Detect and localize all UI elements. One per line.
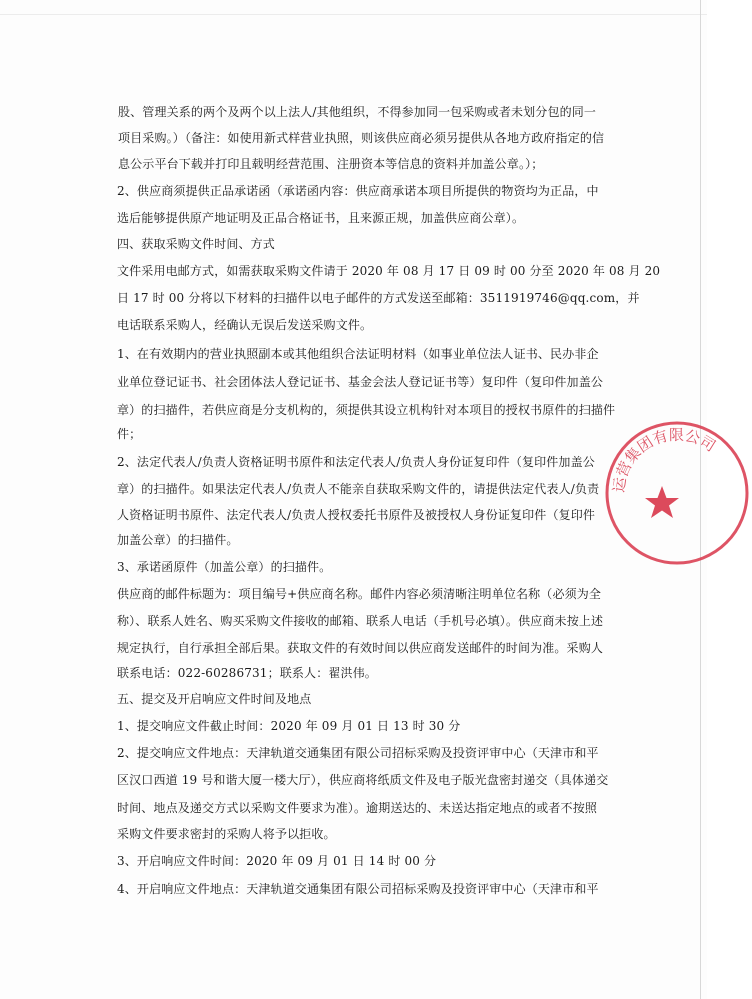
text-line: 章）的扫描件，若供应商是分支机构的，须提供其设立机构针对本项目的授权书原件的扫描件 [117,403,616,417]
text-line: 业单位登记证书、社会团体法人登记证书、基金会法人登记证书等）复印件（复印件加盖公 [117,375,604,389]
text-line: 选后能够提供原产地证明及正品合格证书，且来源正规，加盖供应商公章）。 [117,211,525,225]
text-line: 件； [117,427,142,441]
text-line: 项目采购。）（备注：如使用新式样营业执照，则该供应商必须另提供从各地方政府指定的信 [118,131,605,145]
svg-text:运营集团有限公司 [610,426,719,494]
scan-border [0,14,707,15]
text-line: 人资格证明书原件、法定代表人/负责人授权委托书原件及被授权人身份证复印件（复印件 [117,508,596,522]
section-heading: 五、提交及开启响应文件时间及地点 [117,692,312,706]
text-line: 联系电话：022-60286731；联系人：翟洪伟。 [117,666,377,680]
text-line: 1、在有效期内的营业执照副本或其他组织合法证明材料（如事业单位法人证书、民办非企 [117,347,599,361]
official-seal-stamp [602,418,752,568]
text-line: 供应商的邮件标题为：项目编号+供应商名称。邮件内容必须清晰注明单位名称（必须为全 [117,587,602,601]
text-line: 股、管理关系的两个及两个以上法人/其他组织，不得参加同一包采购或者未划分包的同一 [118,105,597,119]
seal-star-icon [645,486,679,518]
text-line: 2、法定代表人/负责人资格证明书原件和法定代表人/负责人身份证复印件（复印件加盖公 [117,455,595,469]
text-line: 4、开启响应文件地点：天津轨道交通集团有限公司招标采购及投资评审中心（天津市和平 [117,882,599,896]
seal-text: 运营集团有限公司 [609,425,719,494]
text-line: 2、提交响应文件地点：天津轨道交通集团有限公司招标采购及投资评审中心（天津市和平 [117,746,599,760]
text-line: 采购文件要求密封的采购人将予以拒收。 [117,827,336,841]
text-line: 加盖公章）的扫描件。 [117,533,239,547]
section-heading: 四、获取采购文件时间、方式 [117,237,275,251]
text-line: 日 17 时 00 分将以下材料的扫描件以电子邮件的方式发送至邮箱：3511919746@qq.com，并 [117,291,640,305]
text-line: 3、承诺函原件（加盖公章）的扫描件。 [117,560,332,574]
text-line: 1、提交响应文件截止时间：2020 年 09 月 01 日 13 时 30 分 [117,719,461,733]
text-line: 区汉口西道 19 号和谐大厦一楼大厅），供应商将纸质文件及电子版光盘密封递交（具体递交 [117,773,609,787]
text-line: 3、开启响应文件时间：2020 年 09 月 01 日 14 时 00 分 [117,854,437,868]
text-line: 息公示平台下载并打印且载明经营范围、注册资本等信息的资料并加盖公章。）； [118,157,544,171]
text-line: 时间、地点及递交方式以采购文件要求为准）。逾期送达的、未送达指定地点的或者不按照 [117,801,598,815]
text-line: 规定执行，自行承担全部后果。获取文件的有效时间以供应商发送邮件的时间为准。采购人 [117,641,604,655]
text-line: 称）、联系人姓名、购买采购文件接收的邮箱、联系人电话（手机号必填）。供应商未按上述 [117,614,604,628]
text-line: 章）的扫描件。如果法定代表人/负责人不能亲自获取采购文件的，请提供法定代表人/负责 [117,482,600,496]
text-line: 2、供应商须提供正品承诺函（承诺函内容：供应商承诺本项目所提供的物资均为正品，中 [117,184,599,198]
text-line: 电话联系采购人，经确认无误后发送采购文件。 [117,318,373,332]
text-line: 文件采用电邮方式，如需获取采购文件请于 2020 年 08 月 17 日 09 时 00 分至 2020 年 08 月 20 [117,264,661,278]
